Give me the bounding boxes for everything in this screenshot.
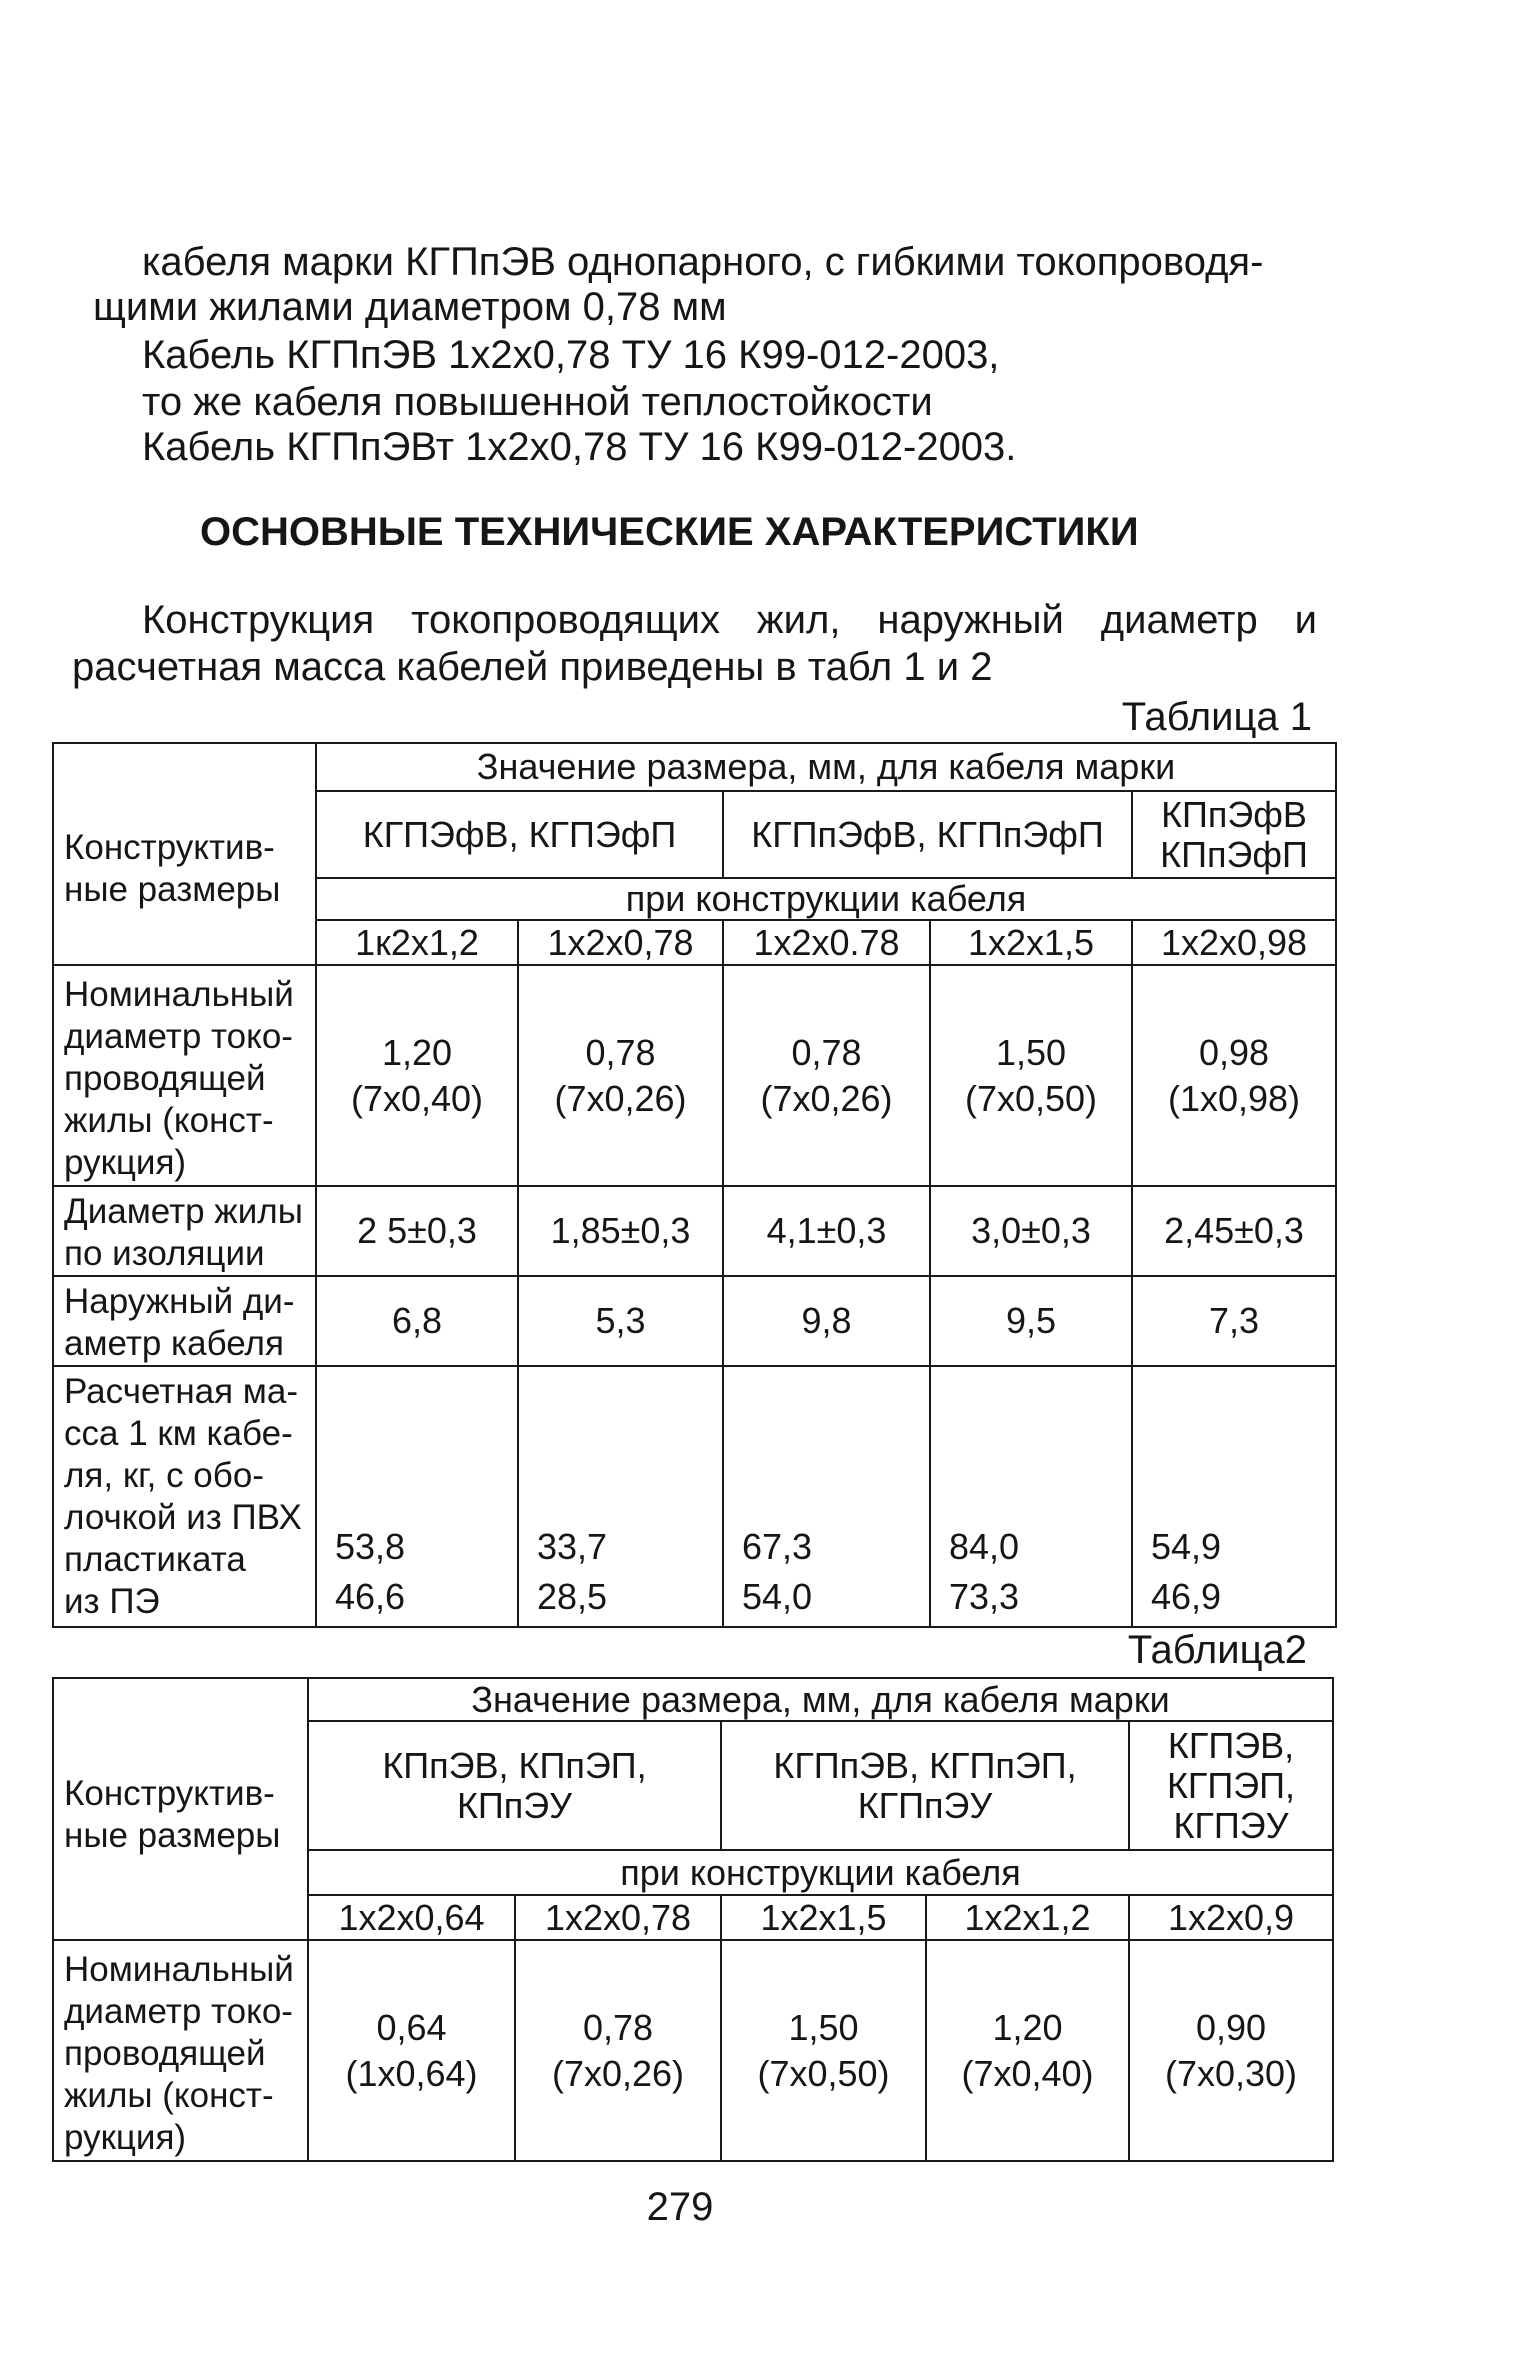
label-line: Наружный ди-: [64, 1282, 295, 1321]
label-line: Номинальный: [64, 1950, 294, 1989]
construction-cell: 1х2х0,78: [518, 920, 723, 965]
intro-line: Кабель КГПпЭВт 1х2х0,78 ТУ 16 К99-012-2003.: [142, 425, 1017, 469]
value-line: 0,90: [1195, 2006, 1267, 2048]
intro-line: то же кабеля повышенной теплостойкости: [142, 380, 933, 424]
label-line: Номинальный: [64, 975, 294, 1014]
label-line: рукция): [64, 2118, 187, 2157]
label-line: диаметр токо-: [64, 1992, 293, 2031]
value-line: (7х0,26): [551, 2052, 685, 2094]
brand-line: КГПЭфВ, КГПЭфП: [362, 813, 677, 855]
label-line: жилы (конст-: [64, 2076, 274, 2115]
header-row: [53, 743, 1336, 791]
label-line: сса 1 км кабе-: [64, 1414, 293, 1453]
label-line: по изоляции: [64, 1234, 265, 1273]
brand-cell: [308, 1721, 721, 1850]
value-line: 0,78: [582, 2006, 654, 2048]
value-cell: [1132, 965, 1336, 1186]
brand-cell: [721, 1721, 1129, 1850]
label-line: аметр кабеля: [64, 1324, 284, 1363]
value-cell: [518, 965, 723, 1186]
label-line: жилы (конст-: [64, 1101, 274, 1140]
brand-cell: [723, 791, 1132, 878]
value-header-cell: Значение размера, мм, для кабеля марки: [316, 743, 1336, 791]
value-line: 2,45±0,3: [1164, 1210, 1304, 1251]
value-cell: [316, 1276, 518, 1366]
construction-cell: 1х2х1,5: [721, 1895, 926, 1940]
construction-cell: 1х2х0.78: [723, 920, 930, 965]
value-cell: [515, 1940, 721, 2161]
brand-line: КПпЭфП: [1160, 833, 1308, 875]
value-cell: [723, 1276, 930, 1366]
value-line: 0,98: [1198, 1031, 1270, 1073]
param-header-cell: [53, 743, 316, 965]
value-cell: [930, 1186, 1132, 1276]
value-line: (7х0,30): [1164, 2052, 1298, 2094]
label-line: проводящей: [64, 2034, 266, 2073]
param-header-line: ные размеры: [64, 870, 281, 909]
header-row: [53, 1678, 1333, 1721]
construction-cell: 1х2х0,78: [515, 1895, 721, 1940]
paragraph-line: расчетная масса кабелей приведены в табл 1 и 2: [72, 645, 993, 689]
brand-line: КПпЭВ, КПпЭП,: [382, 1744, 647, 1786]
value-line: (7х0,50): [964, 1077, 1098, 1119]
label-line: из ПЭ: [64, 1582, 160, 1621]
label-line: Расчетная ма-: [64, 1372, 298, 1411]
value-line: 9,5: [1005, 1300, 1057, 1341]
brand-line: КГПпЭУ: [857, 1784, 993, 1826]
value-line: 5,3: [595, 1300, 646, 1341]
brand-cell: [1132, 791, 1336, 878]
value-cell: [308, 1940, 515, 2161]
label-line: рукция): [64, 1143, 187, 1182]
section-heading: ОСНОВНЫЕ ТЕХНИЧЕСКИЕ ХАРАКТЕРИСТИКИ: [200, 510, 1139, 554]
construction-cell: 1х2х0,98: [1132, 920, 1336, 965]
value-line: 7,3: [1208, 1300, 1260, 1341]
value-line: 0,78: [791, 1031, 862, 1073]
construction-header-cell: при конструкции кабеля: [316, 878, 1336, 920]
brand-line: КГПпЭВ, КГПпЭП,: [773, 1744, 1077, 1786]
value-cell: [1129, 1940, 1333, 2161]
value-line: 0,64: [376, 2006, 447, 2048]
value-line: (7х0,40): [350, 1077, 484, 1119]
value-line: 28,5: [537, 1576, 608, 1617]
value-cell: [723, 1186, 930, 1276]
value-line: (7х0,26): [760, 1077, 893, 1119]
brand-line: КПпЭфВ: [1161, 793, 1307, 835]
value-cell: [518, 1276, 723, 1366]
brand-cell: [1129, 1721, 1333, 1850]
paragraph-line: Конструкция токопроводящих жил, наружный диаметр и: [142, 598, 1317, 642]
value-cell: [316, 1366, 518, 1627]
value-line: 9,8: [801, 1300, 852, 1341]
value-cell: [518, 1186, 723, 1276]
value-cell: [316, 1186, 518, 1276]
param-header-line: Конструктив-: [64, 828, 275, 867]
table-row: [53, 965, 1336, 1186]
value-line: (7х0,40): [961, 2052, 1094, 2094]
value-line: 6,8: [391, 1300, 443, 1341]
value-cell: [721, 1940, 926, 2161]
value-cell: [926, 1940, 1129, 2161]
construction-cell: 1к2х1,2: [316, 920, 518, 965]
label-line: диаметр токо-: [64, 1017, 293, 1056]
row-label-cell: [53, 1366, 316, 1627]
value-line: 67,3: [742, 1526, 813, 1567]
table-row: [53, 1276, 1336, 1366]
construction-cell: 1х2х1,5: [930, 920, 1132, 965]
value-line: 1,20: [381, 1031, 453, 1073]
table-2-caption: Таблица2: [1127, 1628, 1307, 1672]
table-2: [52, 1677, 1334, 2162]
value-line: 4,1±0,3: [766, 1210, 887, 1251]
value-line: 53,8: [335, 1526, 406, 1567]
construction-cell: 1х2х0,9: [1129, 1895, 1333, 1940]
table-1-caption: Таблица 1: [1121, 695, 1312, 739]
row-label-cell: [53, 1940, 308, 2161]
page-number: 279: [646, 2185, 714, 2229]
intro-line: щими жилами диаметром 0,78 мм: [93, 285, 727, 329]
value-line: (1х0,98): [1167, 1077, 1301, 1119]
construction-header-cell: при конструкции кабеля: [308, 1850, 1333, 1895]
value-line: 54,0: [742, 1576, 813, 1617]
label-line: ля, кг, с обо-: [64, 1456, 264, 1495]
brand-line: КГПЭВ,: [1167, 1724, 1295, 1766]
value-cell: [930, 1276, 1132, 1366]
table-row: [53, 1366, 1336, 1627]
param-header-line: ные размеры: [64, 1816, 281, 1855]
label-line: проводящей: [64, 1059, 266, 1098]
brand-cell: [316, 791, 723, 878]
value-line: (7х0,26): [554, 1077, 687, 1119]
row-label-cell: [53, 1186, 316, 1276]
value-line: 46,6: [335, 1576, 406, 1617]
value-line: 2 5±0,3: [357, 1210, 477, 1251]
value-line: 1,50: [788, 2006, 859, 2048]
param-header-cell: [53, 1678, 308, 1940]
value-line: 3,0±0,3: [971, 1210, 1091, 1251]
value-cell: [1132, 1276, 1336, 1366]
label-line: пластиката: [64, 1540, 246, 1579]
value-line: 1,85±0,3: [550, 1210, 691, 1251]
value-cell: [723, 965, 930, 1186]
value-line: (1х0,64): [345, 2052, 478, 2094]
brand-line: КГПпЭфВ, КГПпЭфП: [751, 813, 1104, 855]
brand-line: КГПЭП,: [1166, 1764, 1296, 1806]
value-line: 1,20: [992, 2006, 1063, 2048]
value-cell: [930, 1366, 1132, 1627]
value-header-cell: Значение размера, мм, для кабеля марки: [308, 1678, 1333, 1721]
brand-line: КПпЭУ: [456, 1784, 573, 1826]
value-line: 1,50: [995, 1031, 1067, 1073]
value-cell: [723, 1366, 930, 1627]
intro-line: кабеля марки КГПпЭВ однопарного, с гибкими токопроводя-: [142, 240, 1264, 284]
label-line: лочкой из ПВХ: [64, 1498, 302, 1537]
row-label-cell: [53, 1276, 316, 1366]
value-line: 33,7: [537, 1526, 608, 1567]
brand-line: КГПЭУ: [1173, 1804, 1289, 1846]
value-cell: [1132, 1186, 1336, 1276]
row-label-cell: [53, 965, 316, 1186]
construction-cell: 1х2х1,2: [926, 1895, 1129, 1940]
value-line: 73,3: [949, 1576, 1020, 1617]
value-cell: [316, 965, 518, 1186]
value-cell: [518, 1366, 723, 1627]
value-line: (7х0,50): [757, 2052, 890, 2094]
construction-cell: 1х2х0,64: [308, 1895, 515, 1940]
param-header-line: Конструктив-: [64, 1774, 275, 1813]
table-1: [52, 742, 1337, 1628]
value-line: 46,9: [1151, 1576, 1222, 1617]
value-cell: [930, 965, 1132, 1186]
value-line: 0,78: [585, 1031, 656, 1073]
intro-line: Кабель КГПпЭВ 1х2х0,78 ТУ 16 К99-012-2003,: [142, 333, 1000, 377]
value-line: 54,9: [1151, 1526, 1222, 1567]
value-cell: [1132, 1366, 1336, 1627]
table-row: [53, 1940, 1333, 2161]
label-line: Диаметр жилы: [64, 1192, 303, 1231]
value-line: 84,0: [949, 1526, 1020, 1567]
table-row: [53, 1186, 1336, 1276]
